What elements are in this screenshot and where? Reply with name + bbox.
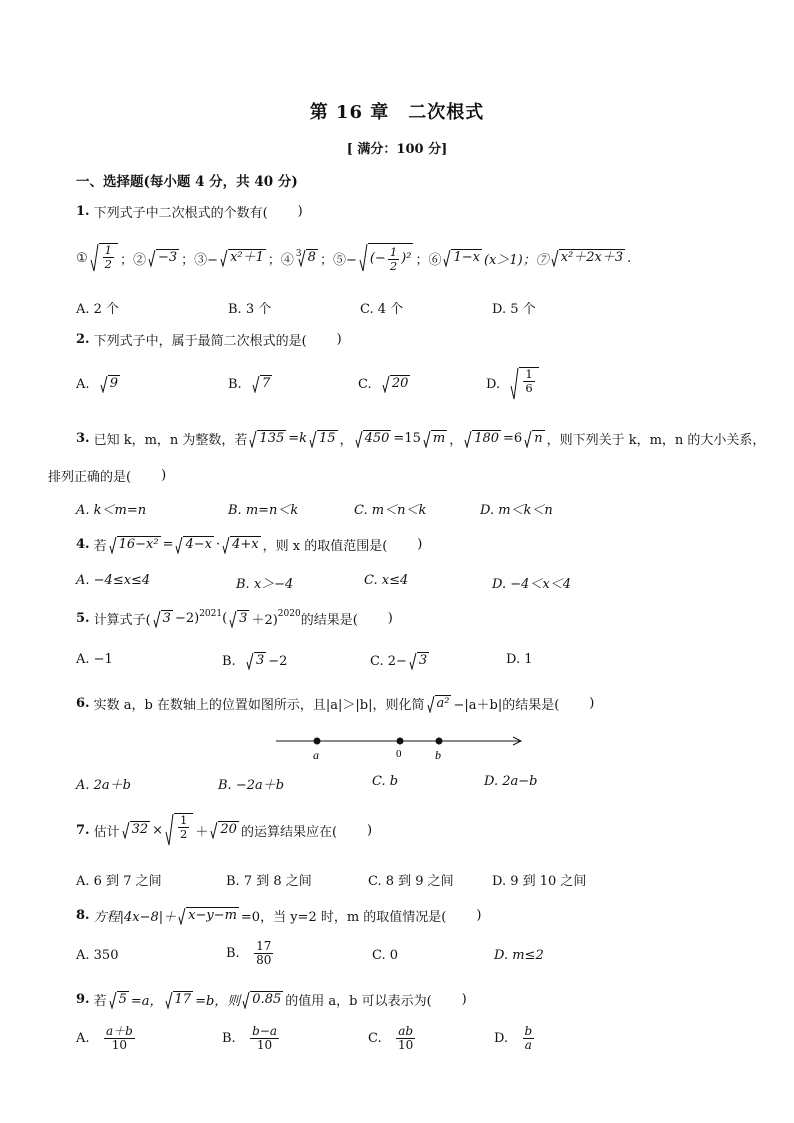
fraction-denominator: 10 [256,1038,273,1053]
expression-text: ＋2) [251,613,278,628]
radicand: x−y−m [188,907,237,923]
page-title: 第 16 章 二次根式 [309,102,485,123]
radicand: 5 [118,991,127,1007]
equation-text: =b，则 [195,994,241,1009]
radicand: 8 [307,250,316,265]
sqrt-expression [153,610,173,628]
question-text: 下列式子中二次根式的个数有( [93,206,268,221]
plus-operator: ＋ [195,824,209,840]
option-c[interactable] [368,1025,417,1052]
question-2-stem [76,330,342,349]
option-letter: A. [76,376,90,392]
close-paren: ) [161,468,167,483]
question-text: ，则 x 的取值范围是( [262,539,388,554]
sqrt-expression [359,243,414,273]
option-d[interactable]: D. 1 [506,652,533,667]
period: . [627,250,632,266]
option-b[interactable] [222,652,287,670]
option-a[interactable]: A. 350 [76,948,119,963]
close-paren: ) [461,992,467,1007]
question-8-stem [76,906,481,925]
equation-text: =a， [130,994,163,1009]
option-letter: C. [358,376,372,392]
radicand: 0.85 [252,991,282,1007]
option-c[interactable]: C. 0 [372,948,399,963]
equation-text: =15 [393,431,421,446]
fraction-denominator: 10 [398,1038,414,1053]
option-c[interactable]: C. b [372,774,399,789]
point-zero [397,738,404,745]
sqrt-expression [242,991,283,1009]
close-paren: ) [297,204,303,219]
question-text: 估计 [93,824,120,840]
question-number: 6. [76,696,90,711]
fraction-numerator: 1 [104,243,112,257]
question-1-stem [76,202,303,221]
sqrt-expression [427,695,452,713]
option-c[interactable] [358,375,412,393]
option-d[interactable]: D. −4＜x＜4 [492,577,571,592]
times-operator: × [152,822,164,838]
radicand: 7 [261,376,271,391]
question-1-items [76,243,631,273]
question-text: ，则下列关于 k，m，n 的大小关系， [546,433,766,448]
radicand: 20 [391,376,409,391]
sqrt-expression [249,430,286,448]
option-letter: B. [226,946,240,962]
option-b[interactable] [226,940,275,967]
radicand: x²＋2x＋3 [560,250,624,265]
point-a [314,738,321,745]
radicand: 4+x [232,536,259,552]
option-b[interactable]: B. x＞−4 [236,577,294,592]
separator: ， [449,433,463,448]
section-heading: 一、选择题(每小题 4 分，共 40 分) [76,174,298,190]
question-text: 已知 k，m，n 为整数，若 [93,433,248,448]
fraction-numerator: 1 [180,813,188,827]
option-letter: B. [228,376,242,392]
radicand: 16−x² [118,536,159,552]
radicand: 3 [239,610,248,626]
sqrt-expression [220,249,266,267]
radicand: 450 [364,430,390,446]
fraction-numerator: b−a [252,1024,277,1038]
radicand: 1−x [453,250,480,265]
label-a: a [313,748,319,762]
question-4-stem [76,535,422,554]
fraction-denominator: a [524,1038,532,1053]
exponent: 2021 [199,609,223,619]
radicand: 135 [259,430,285,446]
question-3-stem-cont [48,466,166,485]
question-text: −|a＋b|的结果是( [453,698,560,713]
sqrt-expression [443,249,482,267]
option-d[interactable]: D. m≤2 [494,948,544,963]
sqrt-expression [165,991,194,1009]
option-d[interactable]: D. 9 到 10 之间 [492,874,587,889]
option-d[interactable]: D. m＜k＜n [480,503,553,518]
sqrt-expression [148,249,179,267]
sqrt-expression [109,536,161,554]
expression-text: −2 [268,653,288,669]
option-b[interactable]: B. 7 到 8 之间 [226,874,312,889]
radicand: 20 [220,822,237,837]
option-b[interactable] [222,1025,281,1052]
close-paren: ) [589,696,595,711]
sqrt-expression [551,249,625,267]
question-text: 的结果是( [300,613,358,628]
item-label: ；④ [267,252,294,268]
dot-operator: · [215,537,221,552]
question-6-stem [76,694,594,713]
question-text: =0，当 y=2 时，m 的取值情况是( [240,910,447,925]
radicand: 3 [255,653,265,668]
radicand: 180 [474,430,500,446]
option-a[interactable] [76,375,122,393]
fraction-denominator: 2 [104,256,112,271]
close-paren: ) [387,611,393,626]
option-d[interactable] [494,1025,536,1052]
expression-text: ( [222,611,228,626]
option-b[interactable]: B. −2a＋b [218,778,285,793]
question-3-stem [76,429,765,448]
cube-root-expression [296,249,318,267]
item-label: (x＞1)；⑦ [483,252,549,268]
paren: )² [401,250,412,266]
item-label: ；⑥ [415,252,442,268]
item-label: ① [76,250,88,266]
close-paren: ) [417,537,423,552]
option-a[interactable] [76,1025,137,1052]
question-text: 排列正确的是( [48,470,132,485]
radicand: n [534,430,543,446]
question-9-stem [76,990,467,1009]
fraction-denominator: 2 [180,826,188,841]
question-text: 下列式子中，属于最简二次根式的是( [93,334,307,349]
fraction-denominator: 2 [389,258,398,273]
root-index: 3 [295,249,302,259]
equation-text: =k [288,431,308,446]
radicand: 17 [174,991,192,1007]
number-line [276,733,526,763]
sqrt-expression [109,991,129,1009]
radicand: m [432,430,446,446]
option-d[interactable]: D. 5 个 [492,302,536,317]
option-letter: A. [76,1031,90,1047]
sqrt-expression [355,430,392,448]
sqrt-expression [309,430,338,448]
option-c[interactable]: C. m＜n＜k [354,503,427,518]
option-a[interactable]: A. 6 到 7 之间 [76,874,162,889]
radicand: 32 [131,822,149,837]
close-paren: ) [476,908,482,923]
close-paren: ) [336,332,342,347]
item-label: ；⑤− [319,252,357,268]
score-note: [ 满分：100 分] [346,142,448,157]
question-text: 计算式子( [93,613,151,628]
question-number: 9. [76,992,90,1007]
option-c[interactable]: C. x≤4 [364,573,409,588]
option-letter: D. [494,1031,509,1047]
option-letter: C. [368,1031,382,1047]
close-paren: ) [367,822,373,838]
question-number: 3. [76,431,90,446]
item-label: ；② [119,252,146,268]
fraction-denominator: 6 [525,380,533,395]
question-text: 方程|4x−8|＋ [93,910,177,925]
question-7-stem [76,812,372,848]
sqrt-expression [210,821,239,839]
option-b[interactable]: B. 3 个 [228,302,272,317]
radicand: −3 [158,250,178,265]
radicand: a² [436,695,450,711]
option-a[interactable]: A. −4≤x≤4 [76,573,151,588]
fraction-denominator: 80 [256,953,272,968]
separator: ， [339,433,353,448]
option-letter: C. 2− [370,653,407,669]
equation-text: =6 [503,431,523,446]
question-number: 7. [76,822,90,838]
option-d[interactable]: D. 2a−b [484,774,538,789]
question-text: 的值用 a，b 可以表示为( [285,994,432,1009]
question-text: 若 [93,539,107,554]
fraction-denominator: 10 [111,1038,127,1053]
radicand: x²＋1 [230,250,264,265]
option-letter: D. [486,376,501,392]
question-text: 实数 a，b 在数轴上的位置如图所示，且|a|＞|b|，则化简 [93,698,425,713]
sqrt-expression [464,430,501,448]
question-text: 若 [93,994,107,1009]
question-number: 4. [76,537,90,552]
sqrt-expression [122,821,151,839]
question-number: 8. [76,908,90,923]
question-text: 的运算结果应在( [240,824,338,840]
option-a[interactable]: A. 2 个 [76,302,120,317]
fraction-numerator: b [524,1024,533,1038]
fraction-numerator: 17 [256,939,272,953]
question-number: 5. [76,611,90,626]
fraction-numerator: a＋b [105,1024,133,1038]
label-zero: 0 [396,748,402,760]
question-number: 2. [76,332,90,347]
option-a[interactable]: A. k＜m=n [76,503,147,518]
expression-text: −2) [174,611,200,626]
sqrt-expression [175,536,214,554]
option-c[interactable] [370,652,431,670]
radicand: 9 [109,376,119,391]
option-c[interactable]: C. 8 到 9 之间 [368,874,454,889]
sqrt-expression [90,243,118,273]
fraction-numerator: 1 [525,367,533,381]
option-d[interactable] [486,367,541,401]
sqrt-expression [178,907,239,925]
option-a[interactable]: A. 2a＋b [76,778,131,793]
option-c[interactable]: C. 4 个 [360,302,404,317]
question-number: 1. [76,204,90,219]
fraction-numerator: ab [398,1024,414,1038]
radicand: 3 [418,653,428,668]
equals: = [162,537,174,552]
sqrt-expression [524,430,544,448]
question-5-stem [76,609,393,628]
radicand: 3 [162,610,171,626]
sqrt-expression [222,536,261,554]
radicand: 15 [319,430,336,446]
option-b[interactable] [228,375,274,393]
paren: (− [369,250,386,266]
option-letter: B. [222,1031,236,1047]
exponent: 2020 [277,609,301,619]
label-b: b [435,748,441,762]
option-letter: B. [222,653,236,669]
sqrt-expression [423,430,447,448]
item-label: ；③− [181,252,219,268]
radicand: 4−x [185,536,212,552]
option-b[interactable]: B. m=n＜k [228,503,299,518]
point-b [436,738,443,745]
fraction-numerator: 1 [389,244,398,259]
sqrt-expression [165,813,193,847]
sqrt-expression [229,610,249,628]
option-a[interactable]: A. −1 [76,652,113,667]
